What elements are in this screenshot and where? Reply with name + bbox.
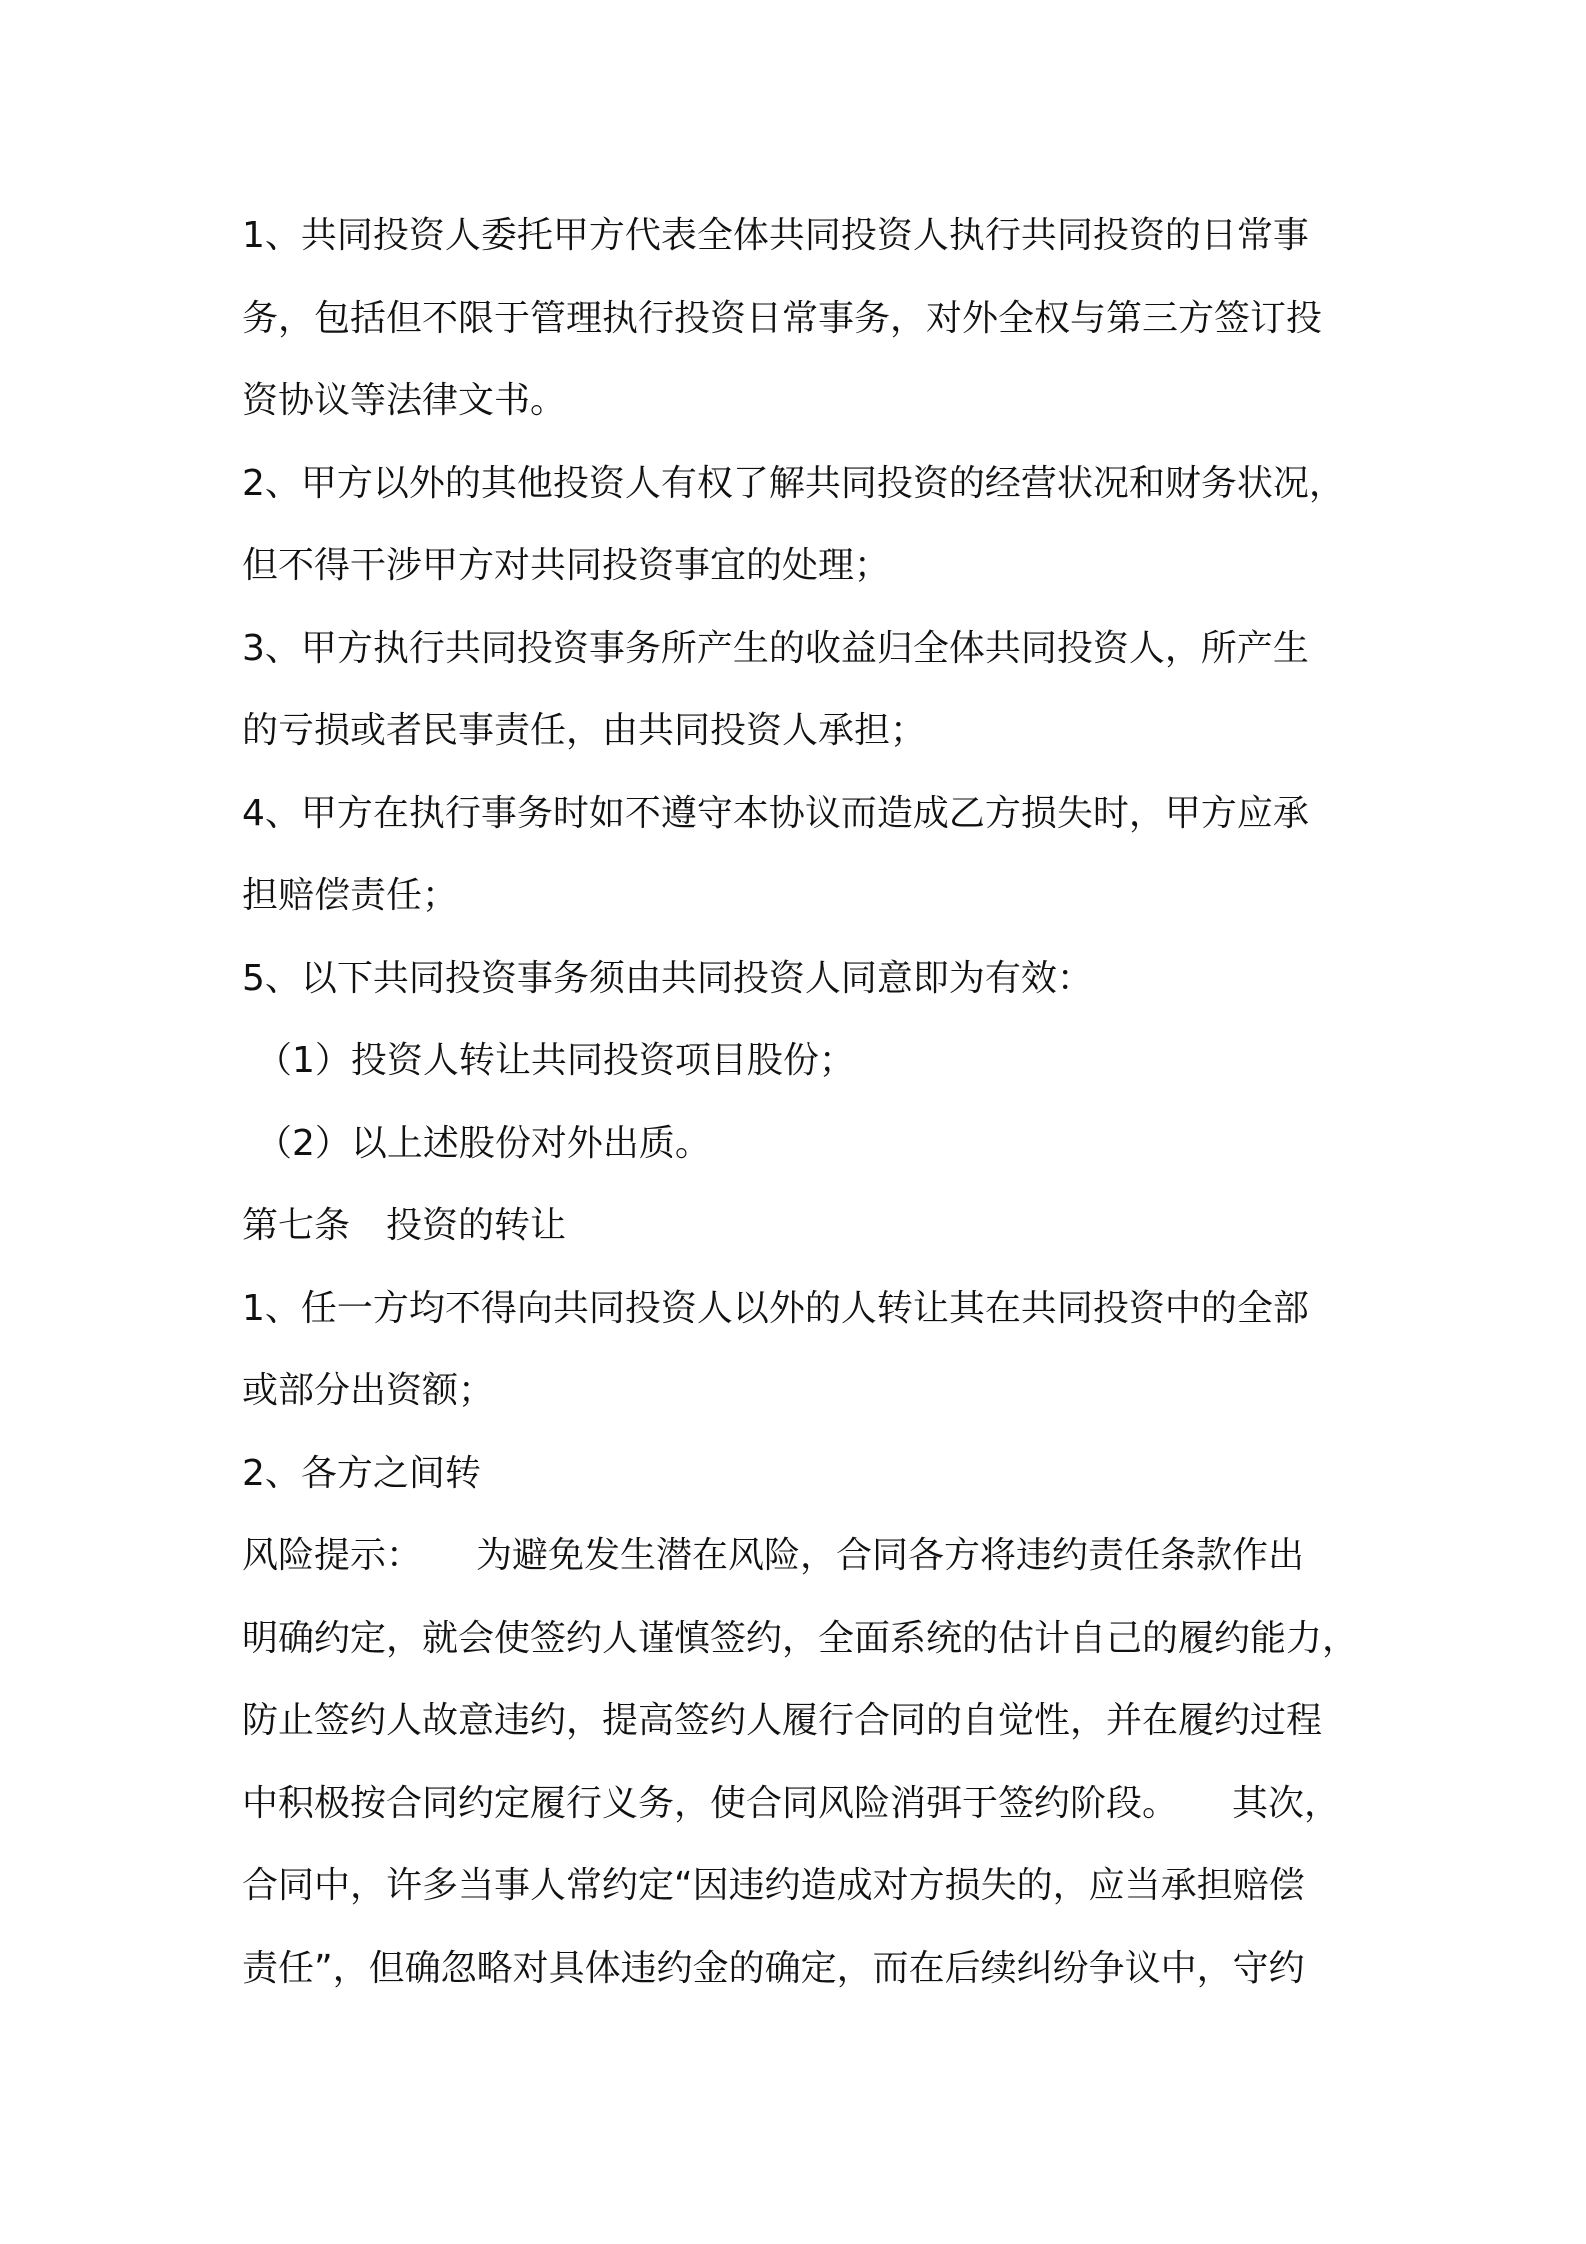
clause-4-line-1: 4、甲方在执行事务时如不遵守本协议而造成乙方损失时，甲方应承 (242, 792, 1309, 834)
risk-notice-line-6: 责任”，但确忽略对具体违约金的确定，而在后续纠纷争议中，守约 (242, 1947, 1305, 1989)
article-7-clause-1-line-1: 1、任一方均不得向共同投资人以外的人转让其在共同投资中的全部 (242, 1287, 1309, 1329)
clause-1-line-3: 资协议等法律文书。 (242, 380, 567, 421)
clause-4-line-2: 担赔偿责任； (242, 875, 459, 916)
article-7-clause-1-line-2: 或部分出资额； (242, 1370, 495, 1411)
risk-notice-line-5: 合同中，许多当事人常约定“因违约造成对方损失的，应当承担赔偿 (242, 1865, 1305, 1906)
clause-5-item-1: （1）投资人转让共同投资项目股份； (256, 1040, 855, 1081)
clause-2-line-2: 但不得干涉甲方对共同投资事宜的处理； (242, 545, 891, 586)
clause-1-line-2: 务，包括但不限于管理执行投资日常事务，对外全权与第三方签订投 (242, 297, 1323, 339)
article-7-clause-2: 2、各方之间转 (242, 1452, 481, 1494)
clause-5-item-2: （2）以上述股份对外出质。 (256, 1122, 711, 1164)
clause-2-line-1: 2、甲方以外的其他投资人有权了解共同投资的经营状况和财务状况， (242, 462, 1345, 504)
risk-notice-line-3: 防止签约人故意违约，提高签约人履行合同的自觉性，并在履约过程 (242, 1700, 1323, 1741)
article-7-heading: 第七条 投资的转让 (242, 1205, 567, 1246)
clause-5-line-1: 5、以下共同投资事务须由共同投资人同意即为有效： (242, 957, 1093, 999)
clause-1-line-1: 1、共同投资人委托甲方代表全体共同投资人执行共同投资的日常事 (242, 215, 1309, 256)
risk-notice-line-1: 风险提示： 为避免发生潜在风险，合同各方将违约责任条款作出 (242, 1535, 1305, 1576)
clause-3-line-2: 的亏损或者民事责任，由共同投资人承担； (242, 710, 927, 751)
document-body (242, 195, 1362, 2010)
risk-notice-line-2: 明确约定，就会使签约人谨慎签约，全面系统的估计自己的履约能力， (242, 1617, 1359, 1659)
risk-notice-line-4: 中积极按合同约定履行义务，使合同风险消弭于签约阶段。 其次， (242, 1782, 1341, 1824)
clause-3-line-1: 3、甲方执行共同投资事务所产生的收益归全体共同投资人，所产生 (242, 627, 1309, 669)
